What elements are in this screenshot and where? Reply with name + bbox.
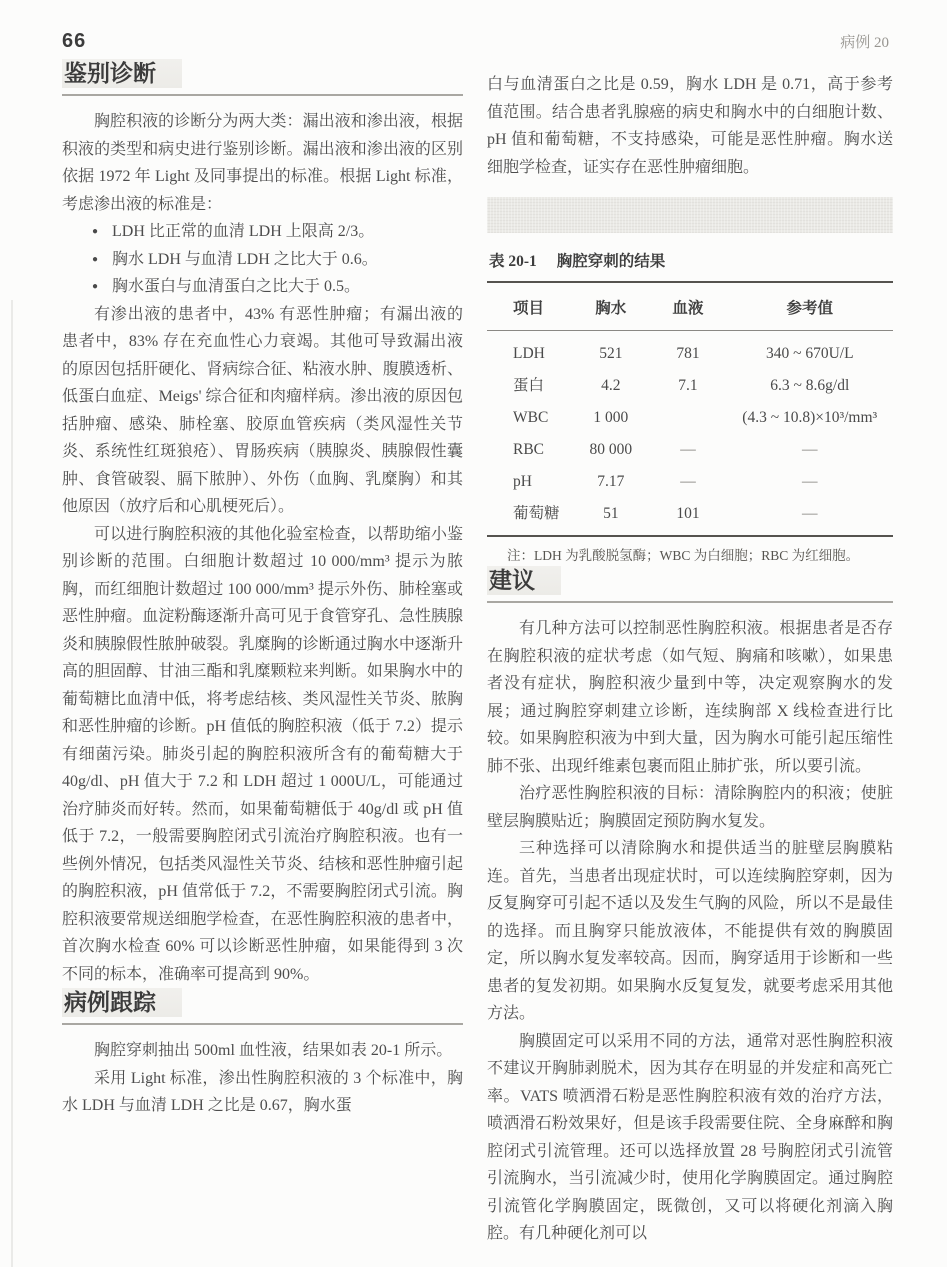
running-header: 病例 20 xyxy=(840,35,889,51)
page-header xyxy=(0,0,947,53)
cell-blood: — xyxy=(680,441,696,458)
light-criteria-list xyxy=(62,218,463,301)
cell-blood: 781 xyxy=(676,345,700,362)
cell-ref: (4.3 ~ 10.8)×10³/mm³ xyxy=(742,409,878,426)
cell-fluid: 1 000 xyxy=(593,409,629,426)
col-header-reference: 参考值 xyxy=(727,283,894,331)
table-row xyxy=(487,466,893,498)
table-caption-title: 胸腔穿刺的结果 xyxy=(556,253,666,270)
cell-ref: — xyxy=(802,441,818,458)
cell-item: 蛋白 xyxy=(513,377,545,394)
table-row xyxy=(487,331,893,371)
cell-item: WBC xyxy=(513,409,549,426)
section-title-text: 病例跟踪 xyxy=(62,988,182,1017)
section-heading-differential-diagnosis xyxy=(62,59,463,96)
paragraph-continuation: 白与血清蛋白之比是 0.59，胸水 LDH 是 0.71，高于参考值范围。结合患者乳腺癌的病史和胸水中的白细胞计数、pH 值和葡萄糖，不支持感染，可能是恶性肿瘤。胸水送细胞学检查，证实存在恶性肿瘤细胞。 xyxy=(487,76,893,176)
thoracentesis-results-table xyxy=(487,283,893,537)
cell-item: pH xyxy=(513,473,532,490)
bullet-icon: ● xyxy=(92,281,99,292)
list-item xyxy=(92,273,463,301)
section-heading-suggestions xyxy=(487,566,893,603)
list-item xyxy=(92,218,463,246)
table-caption-label: 表 20-1 xyxy=(489,253,537,270)
right-column xyxy=(487,59,893,1248)
table-caption xyxy=(487,247,893,283)
table-row xyxy=(487,434,893,466)
paragraph: 可以进行胸腔积液的其他化验室检查，以帮助缩小鉴别诊断的范围。白细胞计数超过 10 000/mm³ 提示为脓胸，而红细胞计数超过 100 000/mm³ 提示外伤、肺栓塞或恶性肿瘤。血淀粉酶逐渐升高可见于食管穿孔、急性胰腺炎和胰腺假性脓肿破裂。乳糜胸的诊断通过胸水中逐渐升高的胆固醇、甘油三酯和乳糜颗粒来判断。如果胸水中的葡萄糖比血清中低，将考虑结核、类风湿性关节炎、脓胸和恶性肿瘤的诊断。pH 值低的胸腔积液（低于 7.2）提示有细菌污染。肺炎引起的胸腔积液所含有的葡萄糖大于 40g/dl、pH 值大于 7.2 和 LDH 超过 1 000U/L，可能通过治疗肺炎而好转。然而，如果葡萄糖低于 40g/dl 或 pH 值低于 7.2，一般需要胸腔闭式引流治疗胸腔积液。也有一些例外情况，包括类风湿性关节炎、结核和恶性肿瘤引起的胸腔积液，pH 值常低于 7.2，不需要胸腔闭式引流。胸腔积液要常规送细胞学检查，在恶性胸腔积液的患者中，首次胸水检查 60% 可以诊断恶性肿瘤，如果能得到 3 次不同的标本，准确率可提高到 90%。 xyxy=(62,525,463,983)
paragraph: 治疗恶性胸腔积液的目标：清除胸腔内的积液；使脏壁层胸膜贴近；胸膜固定预防胸水复发。 xyxy=(487,785,893,830)
paragraph: 胸腔积液的诊断分为两大类：漏出液和渗出液，根据积液的类型和病史进行鉴别诊断。漏出液和渗出液的区别依据 1972 年 Light 及同事提出的标准。根据 Light 标准，考虑渗出液的标准是： xyxy=(62,113,463,213)
scan-gray-band xyxy=(487,197,893,233)
cell-blood xyxy=(649,402,726,434)
list-item-text: 胸水蛋白与血清蛋白之比大于 0.5。 xyxy=(112,278,361,295)
paragraph: 胸腔穿刺抽出 500ml 血性液，结果如表 20-1 所示。 xyxy=(94,1042,453,1059)
table-footnote: 注：LDH 为乳酸脱氢酶；WBC 为白细胞；RBC 为红细胞。 xyxy=(507,548,860,563)
left-column xyxy=(62,59,463,1248)
cell-ref: 6.3 ~ 8.6g/dl xyxy=(770,377,850,394)
list-item-text: LDH 比正常的血清 LDH 上限高 2/3。 xyxy=(112,223,375,240)
cell-item: 葡萄糖 xyxy=(513,505,560,522)
cell-ref: 340 ~ 670U/L xyxy=(765,345,854,362)
table-row xyxy=(487,370,893,402)
cell-item: LDH xyxy=(513,345,545,362)
cell-blood: — xyxy=(680,473,696,490)
table-header-row xyxy=(487,283,893,331)
section-title-text: 鉴别诊断 xyxy=(62,59,182,88)
col-header-item: 项目 xyxy=(487,283,572,331)
cell-fluid: 4.2 xyxy=(601,377,621,394)
cell-item: RBC xyxy=(513,441,545,458)
section-title-text: 建议 xyxy=(487,566,561,595)
cell-ref: — xyxy=(802,473,818,490)
section-heading-case-follow-up xyxy=(62,988,463,1025)
table-row xyxy=(487,498,893,536)
table-row xyxy=(487,402,893,434)
list-item-text: 胸水 LDH 与血清 LDH 之比大于 0.6。 xyxy=(112,250,378,268)
bullet-icon: ● xyxy=(92,226,99,237)
table-head xyxy=(487,283,893,331)
paragraph: 胸膜固定可以采用不同的方法，通常对恶性胸腔积液不建议开胸肺剥脱术，因为其存在明显的并发症和高死亡率。VATS 喷洒滑石粉是恶性胸腔积液有效的治疗方法，喷洒滑石粉效果好，但是该手段需要住院、全身麻醉和胸腔闭式引流管理。还可以选择放置 28 号胸腔闭式引流管引流胸水，当引流减少时，使用化学胸膜固定。通过胸腔引流管化学胸膜固定，既微创，又可以将硬化剂滴入胸腔。有几种硬化剂可以 xyxy=(487,1032,893,1242)
col-header-fluid: 胸水 xyxy=(572,283,649,331)
paragraph: 有几种方法可以控制恶性胸腔积液。根据患者是否存在胸腔积液的症状考虑（如气短、胸痛和咳嗽），如果患者没有症状，胸腔积液少量到中等，决定观察胸水的发展；通过胸腔穿刺建立诊断，连续胸部 X 线检查进行比较。如果胸腔积液为中到大量，因为胸水可能引起压缩性肺不张、出现纤维素包裹而阻止肺扩张，所以要引流。 xyxy=(487,620,893,775)
page-number: 66 xyxy=(62,30,87,52)
paragraph: 采用 Light 标准，渗出性胸腔积液的 3 个标准中，胸水 LDH 与血清 LDH 之比是 0.67，胸水蛋 xyxy=(62,1069,463,1114)
list-item xyxy=(92,246,463,274)
table-body xyxy=(487,331,893,537)
cell-fluid: 51 xyxy=(603,505,619,522)
two-column-layout xyxy=(0,59,947,1248)
bullet-icon: ● xyxy=(92,253,99,265)
cell-fluid: 80 000 xyxy=(589,441,633,458)
col-header-blood: 血液 xyxy=(649,283,726,331)
cell-blood: 101 xyxy=(676,505,700,522)
scan-edge-artifact xyxy=(11,300,13,1267)
cell-blood: 7.1 xyxy=(678,377,698,394)
paragraph: 三种选择可以清除胸水和提供适当的脏壁层胸膜粘连。首先，当患者出现症状时，可以连续胸腔穿刺，因为反复胸穿可引起不适以及发生气胸的风险，所以不是最佳的选择。而且胸穿只能放液体，不能提供有效的胸膜固定，所以胸水复发率较高。因而，胸穿适用于诊断和一些患者的复发初期。如果胸水反复复发，就要考虑采用其他方法。 xyxy=(487,840,893,1022)
cell-ref: — xyxy=(802,505,818,522)
cell-fluid: 7.17 xyxy=(597,473,625,490)
cell-fluid: 521 xyxy=(599,345,623,362)
paragraph: 有渗出液的患者中，43% 有恶性肿瘤；有漏出液的患者中，83% 存在充血性心力衰竭。其他可导致漏出液的原因包括肝硬化、肾病综合征、粘液水肿、腹膜透析、低蛋白血症、Meigs' 综合征和肉瘤样病。渗出液的原因包括肿瘤、感染、肺栓塞、胶原血管疾病（类风湿性关节炎、系统性红斑狼疮）、胃肠疾病（胰腺炎、胰腺假性囊肿、食管破裂、膈下脓肿）、外伤（血胸、乳糜胸）和其他原因（放疗后和心肌梗死后）。 xyxy=(62,305,463,515)
